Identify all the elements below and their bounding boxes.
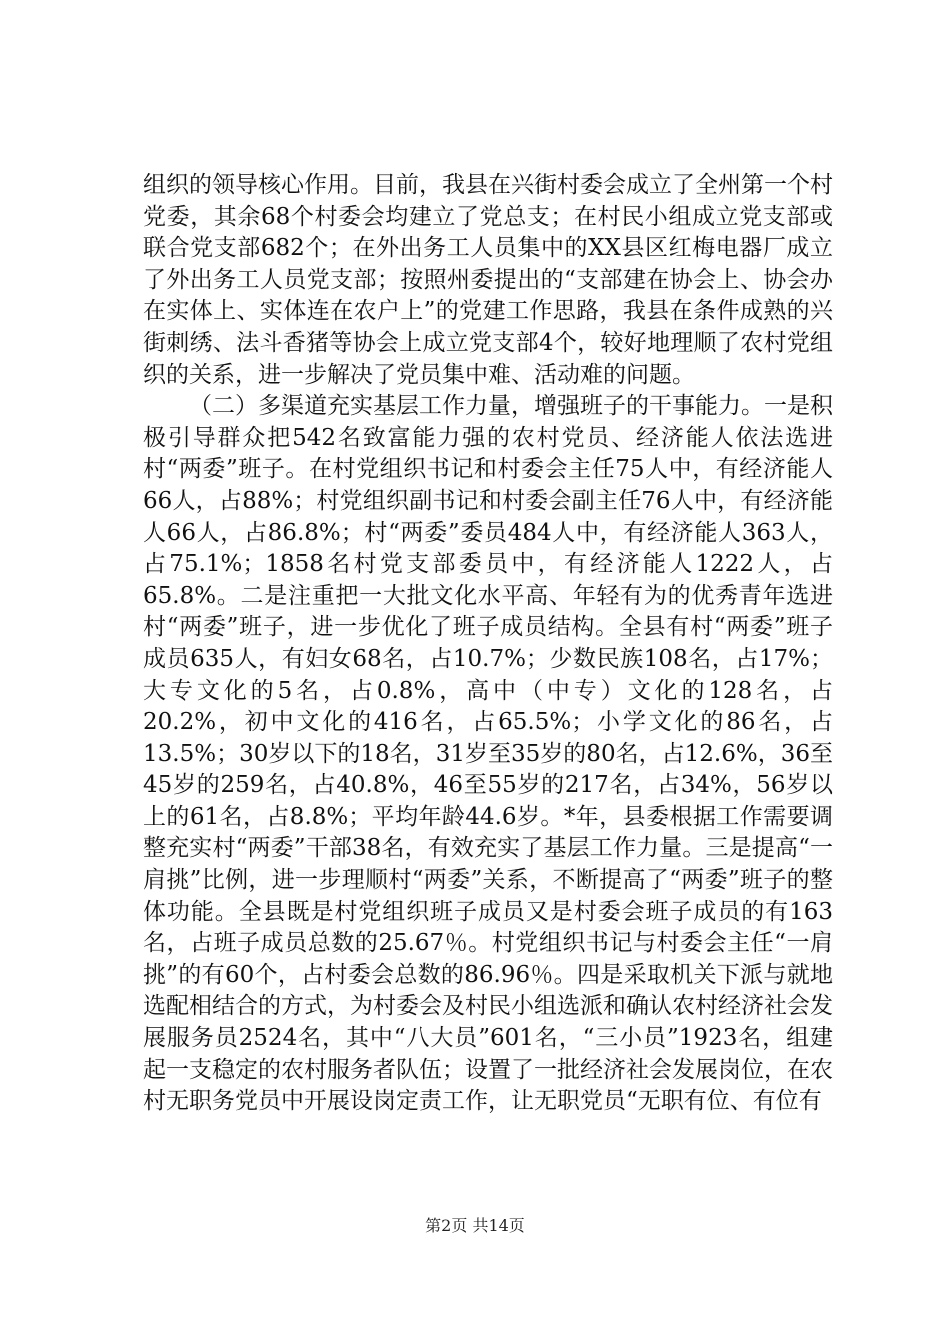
paragraph-continuation: 组织的领导核心作用。目前，我县在兴街村委会成立了全州第一个村党委，其余68个村委会均建立了党总支；在村民小组成立党支部或联合党支部682个；在外出务工人员集中的XX县区红梅电器厂成立了外出务工人员党支部；按照州委提出的“支部建在协会上、协会办在实体上、实体连在农户上”的党建工作思路，我县在条件成熟的兴街刺绣、法斗香猪等协会上成立党支部4个，较好地理顺了农村党组织的关系，进一步解决了党员集中难、活动难的问题。 [143,172,833,388]
page-number-footer: 第2页 共14页 [425,1216,525,1235]
document-body [143,170,833,1118]
paragraph-section-two: （二）多渠道充实基层工作力量，增强班子的干事能力。一是积极引导群众把542名致富能力强的农村党员、经济能人依法选进村“两委”班子。在村党组织书记和村委会主任75人中，有经济能人66人，占88%；村党组织副书记和村委会副主任76人中，有经济能人66人，占86.8%；村“两委”委员484人中，有经济能人363人，占75.1%；1858名村党支部委员中，有经济能人1222人，占65.8%。二是注重把一大批文化水平高、年轻有为的优秀青年选进村“两委”班子，进一步优化了班子成员结构。全县有村“两委”班子成员635人，有妇女68名，占10.7%；少数民族108名，占17%；大专文化的5名，占0.8%，高中（中专）文化的128名，占20.2%，初中文化的416名，占65.5%；小学文化的86名，占13.5%；30岁以下的18名，31岁至35岁的80名，占12.6%，36至45岁的259名，占40.8%，46至55岁的217名，占34%，56岁以上的61名，占8.8%；平均年龄44.6岁。*年，县委根据工作需要调整充实村“两委”干部38名，有效充实了基层工作力量。三是提高“一肩挑”比例，进一步理顺村“两委”关系，不断提高了“两委”班子的整体功能。全县既是村党组织班子成员又是村委会班子成员的有163名，占班子成员总数的25.67％。村党组织书记与村委会主任“一肩挑”的有60个，占村委会总数的86.96％。四是采取机关下派与就地选配相结合的方式，为村委会及村民小组选派和确认农村经济社会发展服务员2524名，其中“八大员”601名，“三小员”1923名，组建起一支稳定的农村服务者队伍；设置了一批经济社会发展岗位，在农村无职务党员中开展设岗定责工作，让无职党员“无职有位、有位有 [143,393,833,1115]
